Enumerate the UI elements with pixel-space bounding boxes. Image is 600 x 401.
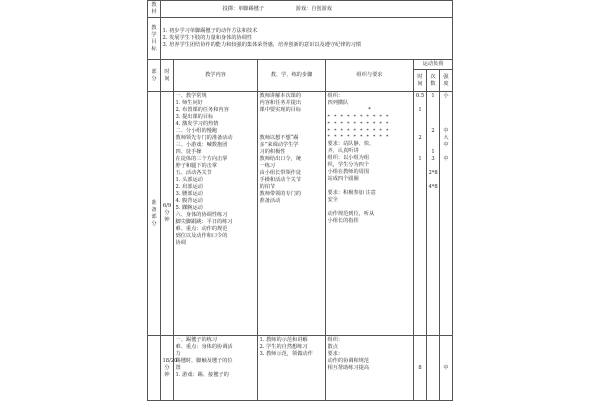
content-line: 脚尖脚跟跳：平日的练习 (175, 219, 233, 226)
content-line: 教师领先专门的准备活动 (175, 135, 233, 142)
col-load-intensity: 强度 (440, 70, 453, 92)
org-line: 齐，认真听讲 (327, 148, 359, 155)
org-line: 小组在教师的周围 (327, 169, 370, 176)
content-line: 力 (175, 351, 181, 358)
content-line: 一、教学常规 (175, 93, 207, 100)
content-line: 脖子和腿下的击掌 (175, 163, 218, 170)
steps-line: 多”来调动学生学 (259, 142, 299, 149)
steps-spacer (260, 114, 324, 121)
content-line: 协调 (175, 240, 186, 247)
org-line: 动作的协调和规范 (327, 358, 370, 365)
objective-item: 3. 培养学生团结协作的能力和较强的集体荣誉感，培养创新的意识以及遵守纪律的习惯 (162, 42, 362, 49)
load-spacer (416, 128, 425, 135)
col-load-count: 次数 (427, 70, 440, 92)
objectives-row (148, 18, 453, 60)
org-line: 要求：积极参加 注意 (327, 190, 376, 197)
org-line: 相互帮助练习提高 (327, 365, 370, 372)
steps-line: 内容和任务并提出 (259, 100, 302, 107)
steps-line: 手操和活动个关节 (259, 177, 302, 184)
load-value: 2 (431, 128, 435, 135)
topic-cell (161, 1, 453, 18)
lesson-plan-table (147, 0, 453, 401)
content-line: 三、小游戏：喊数抱团 (175, 142, 228, 149)
basic-content (174, 336, 258, 401)
load-spacer (442, 107, 451, 114)
steps-line: 教师讲解本次课的 (259, 93, 302, 100)
steps-line: 1. 教师的示范和讲解 (259, 337, 308, 344)
content-line: 踢毽时，脚触及毽子的位 (175, 358, 233, 365)
teacher-marker: * (368, 107, 371, 114)
basic-time: 18/20分钟 (161, 336, 174, 401)
load-spacer (429, 121, 438, 128)
formation-row: * * * * * * * * * * (327, 114, 390, 121)
content-line: 3. 腰部运动 (175, 191, 203, 198)
content-line: 5. 踝腕运动 (175, 205, 203, 212)
steps-line: 教师带领的专门的 (259, 191, 302, 198)
columns-row-1 (148, 60, 453, 70)
col-steps: 教、学、练的步骤 (258, 60, 326, 92)
basic-part (148, 336, 161, 401)
content-line: 四、徒手操 (175, 149, 202, 156)
prep-row (148, 92, 453, 336)
org-line: 要求： (327, 351, 344, 358)
org-line: 安全 (327, 197, 338, 204)
load-spacer (429, 107, 438, 114)
objective-item: 1. 初步学习单脚踢毽子的动作方法和技术 (162, 28, 258, 34)
org-line: 小组长的指挥 (327, 218, 359, 225)
org-line: 要求：站队静、快、 (327, 141, 375, 148)
objectives-label: 教学目标 (148, 18, 161, 60)
steps-line: 一练习 (259, 163, 276, 170)
header-row (148, 1, 453, 18)
topic-right: 游戏：自创游戏 (295, 5, 332, 12)
content-line: 一、踢毽子的练习 (175, 337, 218, 344)
content-line: 五、活动各关节 (175, 170, 212, 177)
prep-load-intensity (440, 92, 453, 336)
load-spacer (442, 114, 451, 121)
load-value: 3 (431, 156, 435, 163)
load-spacer (429, 177, 438, 184)
load-spacer (429, 114, 438, 121)
org-line: 组织： (327, 337, 344, 344)
load-spacer (416, 142, 425, 149)
steps-spacer (260, 121, 324, 128)
steps-line: 2. 学生的自然想练习 (259, 344, 308, 351)
org-line: 织，学生分为四个 (327, 162, 370, 169)
load-spacer (416, 100, 425, 107)
content-line: 1. 师生问好 (175, 100, 203, 107)
load-value: 2 (418, 135, 422, 142)
load-spacer (429, 142, 438, 149)
formation-row: * * * * * * * * * * (327, 134, 390, 141)
org-line: 组织：以小组为组 (327, 155, 370, 162)
content-line: 2. 肩部运动 (175, 184, 203, 191)
basic-org (326, 336, 414, 401)
load-value: 中 (443, 128, 449, 135)
org-line: 站成四个圆圈 (327, 176, 359, 183)
content-line: 1. 游戏：踢、接毽子的 (175, 372, 229, 379)
basic-row (148, 336, 453, 401)
steps-line: 3. 教师示范，领做动作 (259, 351, 313, 358)
load-value: 大 (443, 135, 449, 142)
org-line: 动作规范到位，听从 (327, 211, 375, 218)
steps-line: 准备活动 (259, 198, 281, 205)
content-line: 六、身体的协调性练习 (175, 212, 228, 219)
steps-line: 习的积极性 (259, 149, 286, 156)
label-jiaocai: 教材 (148, 1, 161, 18)
col-content: 教学内容 (174, 60, 258, 92)
load-value: 2*8 (428, 170, 438, 177)
load-value: 4*8 (428, 184, 438, 191)
load-spacer (429, 135, 438, 142)
content-line: 在徒体的三个方向击掌 (175, 156, 228, 163)
load-value: 中 (443, 142, 449, 149)
prep-load-time (414, 92, 427, 336)
load-value: 1 (431, 93, 435, 100)
steps-line: 教师给出口令，统 (259, 156, 302, 163)
content-line: 置 (175, 365, 181, 372)
content-line: 到位以及动作和口令的 (175, 233, 228, 240)
formation-row: * * * * * * * * * * (327, 120, 390, 127)
topic-left: 投掷：单脚踢毽子 (222, 5, 265, 12)
prep-part: 准备部分 (148, 92, 161, 336)
prep-steps (258, 92, 326, 336)
load-spacer (429, 100, 438, 107)
load-value: 小 (443, 93, 449, 100)
basic-steps (258, 336, 326, 401)
objective-item: 2. 发展学生下肢的力量和身体的协调性 (162, 35, 253, 42)
load-spacer (416, 121, 425, 128)
col-part: 部分 (148, 60, 161, 92)
col-load-time: 时间 (414, 70, 427, 92)
org-line: 组织： (327, 93, 344, 100)
load-value: 1 (418, 156, 422, 163)
steps-line: 由小组长带领作徒 (259, 170, 302, 177)
steps-line: 课中要实现的目标 (259, 107, 302, 114)
steps-line: 教师以想不想“踢 (259, 135, 299, 142)
formation-row: * * * * * * * * * * (327, 127, 390, 134)
content-line: 难、重点：身体的协调活 (175, 344, 233, 351)
content-line: 1. 头部运动 (175, 177, 203, 184)
prep-content (174, 92, 258, 336)
org-line: 散点 (327, 344, 338, 351)
load-value: 中 (443, 156, 449, 163)
load-spacer (416, 114, 425, 121)
steps-line: 的拍节 (259, 184, 276, 191)
load-value: 0.5 (415, 93, 425, 100)
basic-load-intensity: 中 (440, 336, 453, 401)
prep-load-count (427, 92, 440, 336)
content-line: 二、分小组的慢跑 (175, 128, 218, 135)
load-spacer (416, 149, 425, 156)
content-line: 3. 提出课的目标 (175, 114, 214, 121)
prep-time: 6/9分钟 (161, 92, 174, 336)
basic-load-count (427, 336, 440, 401)
content-line: 2. 布置课的任务和内容 (175, 107, 229, 114)
col-org: 组织与要求 (326, 60, 414, 92)
load-spacer (429, 163, 438, 170)
org-line: 四列横队 (327, 100, 349, 107)
load-value: 1 (418, 107, 422, 114)
objectives-list (161, 18, 453, 60)
col-time: 时间 (161, 60, 174, 92)
content-line: 难、重点：动作的规范 (175, 226, 228, 233)
col-load-group: 运动负荷 (414, 60, 453, 70)
load-spacer (442, 100, 451, 107)
load-value: 1 (431, 149, 435, 156)
content-line: 4. 腹背运动 (175, 198, 203, 205)
content-line: 4. 激发学习的热情 (175, 121, 219, 128)
prep-org (326, 92, 414, 336)
basic-load-time: 8 (414, 336, 427, 401)
